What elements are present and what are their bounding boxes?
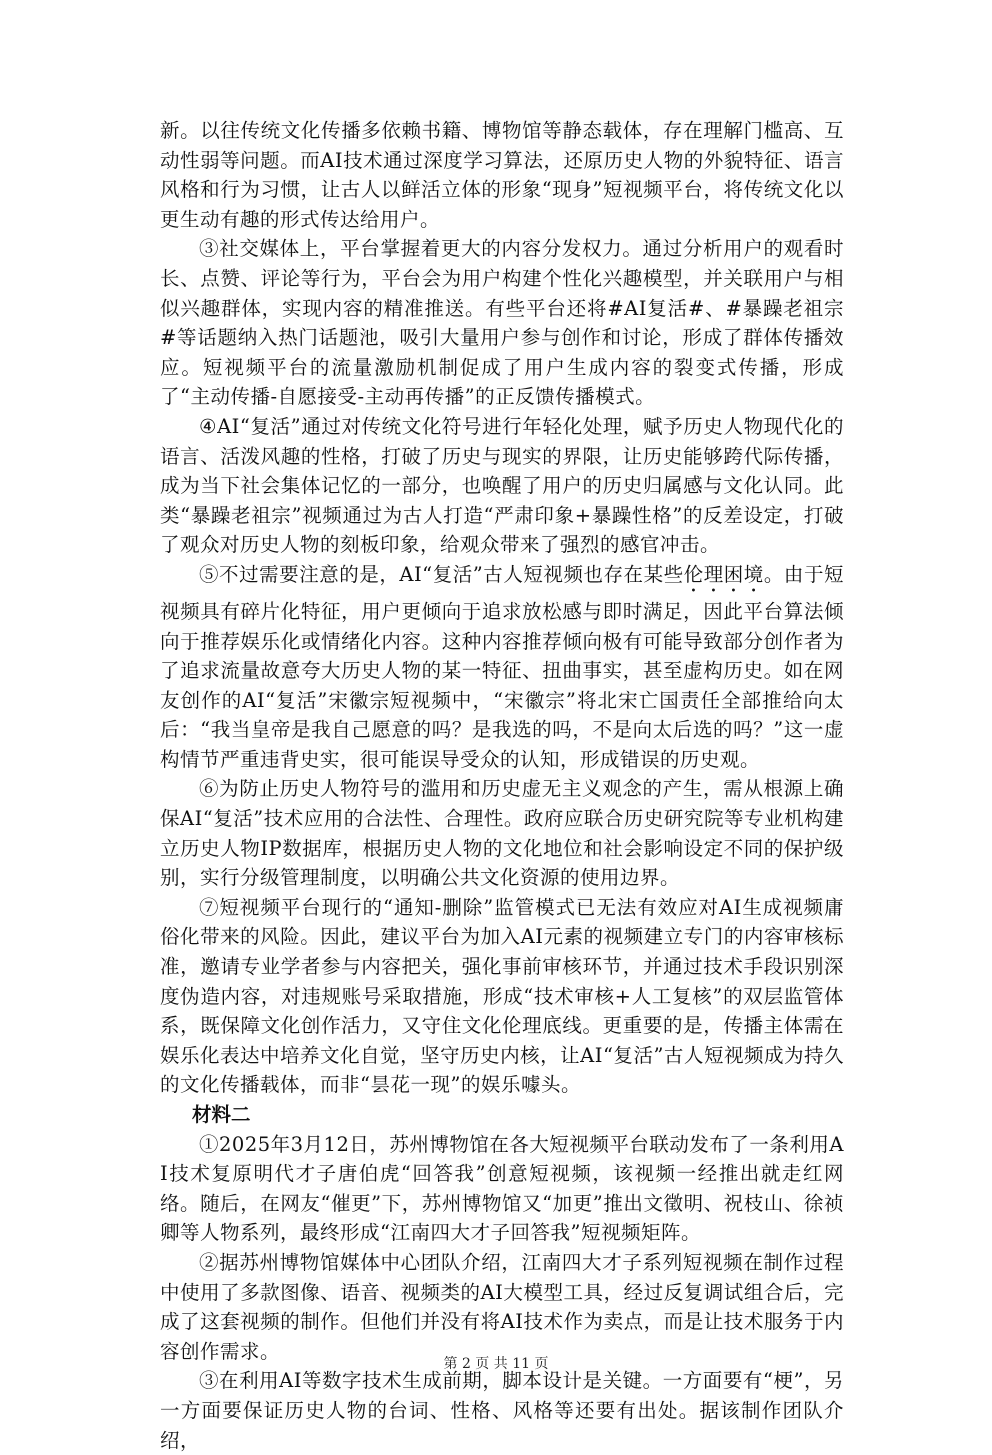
section2-paragraph-3: ③在利用AI等数字技术生成前期，脚本设计是关键。一方面要有“梗”，另一方面要保证历史人物的台词、性格、风格等还要有出处。据该制作团队介绍， <box>160 1369 844 1452</box>
section-heading: 材料二 <box>192 1103 251 1126</box>
paragraph-7: ⑦短视频平台现行的“通知-删除”监管模式已无法有效应对AI生成视频庸俗化带来的风险。因此，建议平台为加入AI元素的视频建立专门的内容审核标准，邀请专业学者参与内容把关，强化事前审核环节，并通过技术手段识别深度伪造内容，对违规账号采取措施，形成“技术审核+人工复核”的双层监管体系，既保障文化创作活力，又守住文化伦理底线。更重要的是，传播主体需在娱乐化表达中培养文化自觉，坚守历史内核，让AI“复活”古人短视频成为持久的文化传播载体，而非“昙花一现”的娱乐噱头。 <box>160 895 844 1097</box>
paragraph-5 <box>160 560 844 775</box>
paragraph-3: ③社交媒体上，平台掌握着更大的内容分发权力。通过分析用户的观看时长、点赞、评论等行为，平台会为用户构建个性化兴趣模型，并关联用户与相似兴趣群体，实现内容的精准推送。有些平台还将#AI复活#、#暴躁老祖宗#等话题纳入热门话题池，吸引大量用户参与创作和讨论，形成了群体传播效应。短视频平台的流量激励机制促成了用户生成内容的裂变式传播，形成了“主动传播-自愿接受-主动再传播”的正反馈传播模式。 <box>160 237 844 409</box>
paragraph-5-lead: ⑤不过需要注意的是，AI“复活”古人短视频也存在某些 <box>199 562 684 586</box>
section2-paragraph-2: ②据苏州博物馆媒体中心团队介绍，江南四大才子系列短视频在制作过程中使用了多款图像、语音、视频类的AI大模型工具，经过反复调试组合后，完成了这套视频的制作。但他们并没有将AI技术作为卖点，而是让技术服务于内容创作需求。 <box>160 1250 844 1363</box>
paragraph-4: ④AI“复活”通过对传统文化符号进行年轻化处理，赋予历史人物现代化的语言、活泼风趣的性格，打破了历史与现实的界限，让历史能够跨代际传播，成为当下社会集体记忆的一部分，也唤醒了用户的历史归属感与文化认同。此类“暴躁老祖宗”视频通过为古人打造“严肃印象+暴躁性格”的反差设定，打破了观众对历史人物的刻板印象，给观众带来了强烈的感官冲击。 <box>160 414 844 557</box>
page-number: 第 2 页 共 11 页 <box>443 1356 549 1372</box>
document-body <box>160 116 844 1455</box>
emphasized-term: 伦理困境 <box>683 562 764 586</box>
paragraph-continuation: 新。以往传统文化传播多依赖书籍、博物馆等静态载体，存在理解门槛高、互动性弱等问题。而AI技术通过深度学习算法，还原历史人物的外貌特征、语言风格和行为习惯，让古人以鲜活立体的形象“现身”短视频平台，将传统文化以更生动有趣的形式传达给用户。 <box>160 119 844 231</box>
section2-paragraph-1: ①2025年3月12日，苏州博物馆在各大短视频平台联动发布了一条利用AI技术复原明代才子唐伯虎“回答我”创意短视频，该视频一经推出就走红网络。随后，在网友“催更”下，苏州博物馆又“加更”推出文徵明、祝枝山、徐祯卿等人物系列，最终形成“江南四大才子回答我”短视频矩阵。 <box>160 1132 844 1245</box>
paragraph-6: ⑥为防止历史人物符号的滥用和历史虚无主义观念的产生，需从根源上确保AI“复活”技术应用的合法性、合理性。政府应联合历史研究院等专业机构建立历史人物IP数据库，根据历史人物的文化地位和社会影响设定不同的保护级别，实行分级管理制度，以明确公共文化资源的使用边界。 <box>160 777 844 890</box>
paragraph-5-rest: 。由于短视频具有碎片化特征，用户更倾向于追求放松感与即时满足，因此平台算法倾向于推荐娱乐化或情绪化内容。这种内容推荐倾向极有可能导致部分创作者为了追求流量故意夸大历史人物的某一特征、扭曲事实，甚至虚构历史。如在网友创作的AI“复活”宋徽宗短视频中，“宋徽宗”将北宋亡国责任全部推给向太后：“我当皇帝是我自己愿意的吗？是我选的吗，不是向太后选的吗？”这一虚构情节严重违背史实，很可能误导受众的认知，形成错误的历史观。 <box>160 562 844 771</box>
